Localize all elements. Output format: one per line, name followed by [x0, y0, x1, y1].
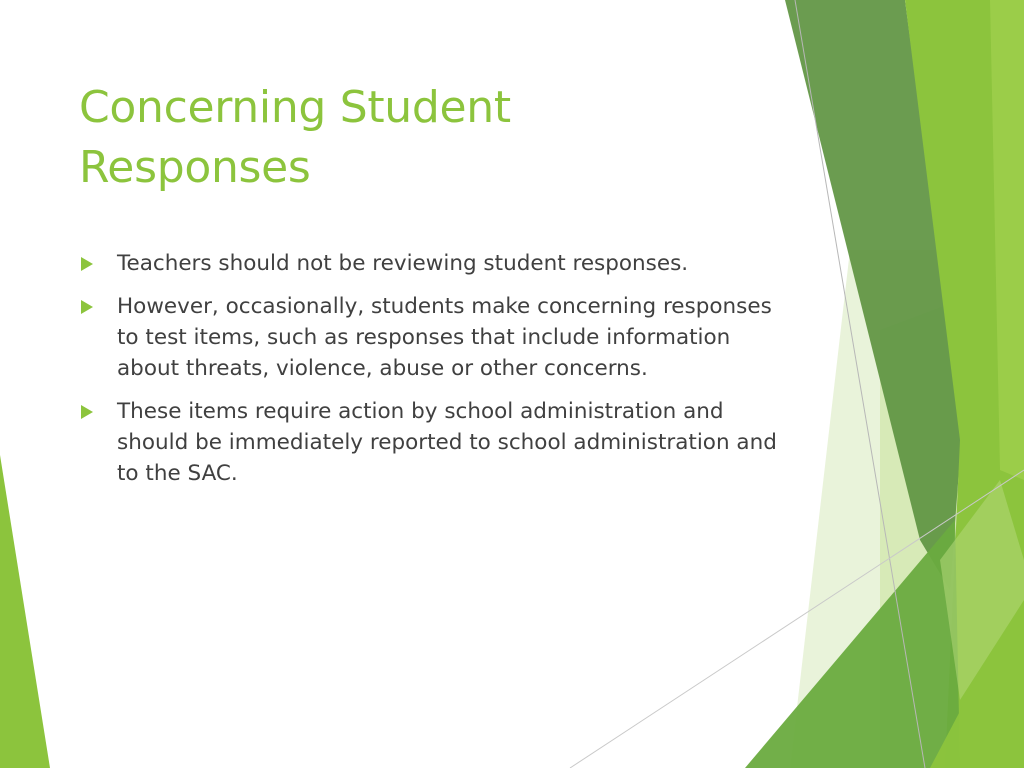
bullet-text: These items require action by school administration and should be immediately reported to school administration and to the SAC.	[117, 399, 777, 486]
triangle-bullet-icon	[81, 405, 93, 419]
bullet-text: However, occasionally, students make concerning responses to test items, such as responses that include information about threats, violence, abuse or other concerns.	[117, 294, 772, 381]
triangle-bullet-icon	[81, 300, 93, 314]
slide-title: Concerning Student Responses	[79, 82, 511, 193]
bullet-item	[79, 248, 779, 279]
left-accent-shape	[0, 455, 50, 768]
triangle-bullet-icon	[81, 257, 93, 271]
bullet-text: Teachers should not be reviewing student responses.	[117, 251, 689, 276]
bullet-item	[79, 291, 779, 384]
bullet-item	[79, 396, 779, 489]
bullet-list	[79, 248, 779, 501]
